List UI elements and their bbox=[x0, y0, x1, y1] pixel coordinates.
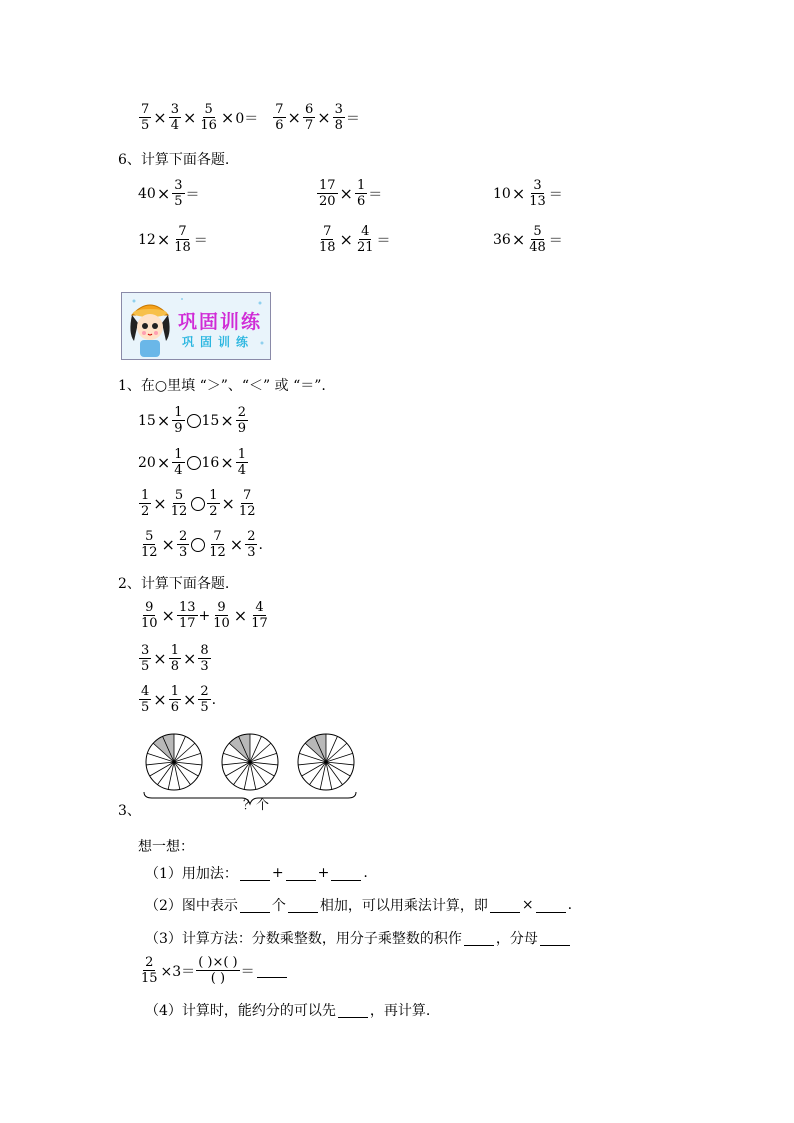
fraction: $\frac{8}{3}$ bbox=[200, 643, 209, 674]
answer-blank[interactable] bbox=[464, 931, 494, 946]
p3-line-1: （1）用加法： + + . bbox=[145, 865, 368, 882]
fraction: $\frac{13}{17}$ bbox=[178, 600, 196, 631]
answer-blank[interactable] bbox=[536, 898, 566, 913]
q6-r1-c2: $\frac{17}{20}$ × $\frac{1}{6}$ ＝ bbox=[319, 178, 383, 209]
p1-row-1: 15 × $\frac{1}{9}$ 15 × $\frac{2}{9}$ bbox=[138, 405, 247, 436]
compare-circle[interactable] bbox=[191, 497, 205, 511]
fraction: $\frac{3}{4}$ bbox=[170, 102, 179, 133]
p3-line-3: （3）计算方法：分数乘整数，用分子乘整数的积作 ，分母 bbox=[145, 928, 572, 948]
fraction: $\frac{( )\times( )}{( )}$ bbox=[198, 955, 238, 986]
fraction: $\frac{3}{13}$ bbox=[529, 178, 546, 209]
fraction: $\frac{1}{8}$ bbox=[170, 643, 179, 674]
badge-title: 巩固训练 bbox=[178, 311, 263, 333]
p3-line-5: （4）计算时，能约分的可以先 ，再计算. bbox=[145, 1003, 431, 1019]
fraction: $\frac{2}{3}$ bbox=[247, 529, 256, 560]
answer-blank[interactable] bbox=[288, 898, 318, 913]
practice-2-title: 2、计算下面各题. bbox=[118, 576, 230, 592]
answer-blank[interactable] bbox=[286, 866, 316, 881]
fraction: $\frac{7}{12}$ bbox=[238, 488, 256, 519]
fraction: $\frac{1}{2}$ bbox=[209, 488, 218, 519]
fraction: $\frac{9}{10}$ bbox=[213, 600, 230, 631]
p3-line-2: （2）图中表示 个 相加，可以用乘法计算，即 × . bbox=[145, 897, 573, 914]
brace-label: ？个 bbox=[243, 798, 270, 813]
fraction: $\frac{17}{20}$ bbox=[319, 178, 336, 209]
fraction: $\frac{5}{12}$ bbox=[141, 529, 158, 560]
fraction: $\frac{2}{15}$ bbox=[141, 955, 158, 986]
top-expression-line: $\frac{7}{5}$ × $\frac{3}{4}$ × $\frac{5}{16}$ × 0＝ $\frac{7}{6}$ × $\frac{6}{7}$ × $\frac{3}{8}$ ＝ bbox=[141, 102, 360, 133]
fraction: $\frac{2}{5}$ bbox=[200, 684, 209, 715]
practice-3-label: 3、 bbox=[118, 803, 141, 819]
answer-blank[interactable] bbox=[490, 898, 520, 913]
practice-1-title: 1、在○里填 “＞”、“＜” 或 “＝”. bbox=[118, 378, 326, 394]
p3-line-4: $\frac{2}{15}$ ×3＝ $\frac{( )\times( )}{( )}$ ＝ bbox=[138, 955, 289, 986]
fraction: $\frac{1}{4}$ bbox=[237, 447, 247, 478]
fraction: $\frac{3}{8}$ bbox=[334, 102, 343, 133]
fraction: $\frac{7}{18}$ bbox=[319, 224, 336, 255]
fraction: $\frac{7}{12}$ bbox=[209, 529, 226, 560]
fraction: $\frac{1}{9}$ bbox=[174, 405, 183, 436]
question-6-title: 6、计算下面各题. bbox=[118, 152, 230, 168]
fraction: $\frac{1}{4}$ bbox=[174, 447, 183, 478]
fraction: $\frac{6}{7}$ bbox=[304, 102, 314, 133]
q6-r2-c2: $\frac{7}{18}$ × $\frac{4}{21}$ ＝ bbox=[319, 224, 391, 255]
fraction: $\frac{7}{6}$ bbox=[275, 102, 284, 133]
fraction: $\frac{5}{48}$ bbox=[529, 224, 546, 255]
fraction: $\frac{2}{3}$ bbox=[178, 529, 188, 560]
q6-r1-c1: 40 × $\frac{3}{5}$ ＝ bbox=[138, 178, 200, 209]
p1-row-4: $\frac{5}{12}$ × $\frac{2}{3}$ $\frac{7}{12}$ × $\frac{2}{3}$ . bbox=[141, 529, 263, 560]
fraction: $\frac{9}{10}$ bbox=[141, 600, 158, 631]
fraction: $\frac{3}{5}$ bbox=[141, 643, 150, 674]
fraction: $\frac{7}{5}$ bbox=[141, 102, 150, 133]
q6-r1-c3: 10 × $\frac{3}{13}$ ＝ bbox=[493, 178, 563, 209]
p1-row-2: 20 × $\frac{1}{4}$ 16 × $\frac{1}{4}$ bbox=[138, 447, 247, 478]
answer-blank[interactable] bbox=[257, 963, 287, 978]
fraction: $\frac{4}{21}$ bbox=[356, 224, 374, 255]
fraction: $\frac{4}{5}$ bbox=[141, 684, 150, 715]
fraction: $\frac{5}{16}$ bbox=[200, 102, 217, 133]
practice-badge-image bbox=[121, 292, 271, 360]
p2-row-2: $\frac{3}{5}$ × $\frac{1}{8}$ × $\frac{8}{3}$ bbox=[141, 643, 209, 674]
p2-row-1: $\frac{9}{10}$ × $\frac{13}{17}$ + $\frac{9}{10}$ × $\frac{4}{17}$ bbox=[141, 600, 268, 631]
fraction: $\frac{2}{9}$ bbox=[237, 405, 247, 436]
compare-circle[interactable] bbox=[187, 456, 201, 470]
p1-row-3: $\frac{1}{2}$ × $\frac{5}{12}$ $\frac{1}{2}$ × $\frac{7}{12}$ bbox=[141, 488, 256, 519]
q6-r2-c1: 12 × $\frac{7}{18}$ ＝ bbox=[138, 224, 208, 255]
answer-blank[interactable] bbox=[240, 866, 270, 881]
answer-blank[interactable] bbox=[540, 931, 570, 946]
answer-blank[interactable] bbox=[240, 898, 270, 913]
fraction: $\frac{5}{12}$ bbox=[170, 488, 188, 519]
think-label: 想一想： bbox=[138, 839, 194, 855]
answer-blank[interactable] bbox=[338, 1003, 368, 1018]
compare-circle[interactable] bbox=[191, 538, 205, 552]
fraction: $\frac{7}{18}$ bbox=[174, 224, 191, 255]
compare-circle[interactable] bbox=[187, 414, 201, 428]
fraction: $\frac{3}{5}$ bbox=[174, 178, 183, 209]
badge-subtitle: 巩固训练 bbox=[182, 335, 255, 349]
fraction: $\frac{1}{6}$ bbox=[170, 684, 179, 715]
fraction: $\frac{1}{2}$ bbox=[141, 488, 150, 519]
divided-circle bbox=[146, 734, 202, 790]
q6-r2-c3: 36 × $\frac{5}{48}$ ＝ bbox=[493, 224, 563, 255]
p2-row-3: $\frac{4}{5}$ × $\frac{1}{6}$ × $\frac{2}{5}$ . bbox=[141, 684, 217, 715]
answer-blank[interactable] bbox=[331, 866, 361, 881]
divided-circle bbox=[298, 734, 354, 790]
divided-circle bbox=[222, 734, 278, 790]
fraction: $\frac{1}{6}$ bbox=[356, 178, 366, 209]
fraction: $\frac{4}{17}$ bbox=[251, 600, 268, 631]
